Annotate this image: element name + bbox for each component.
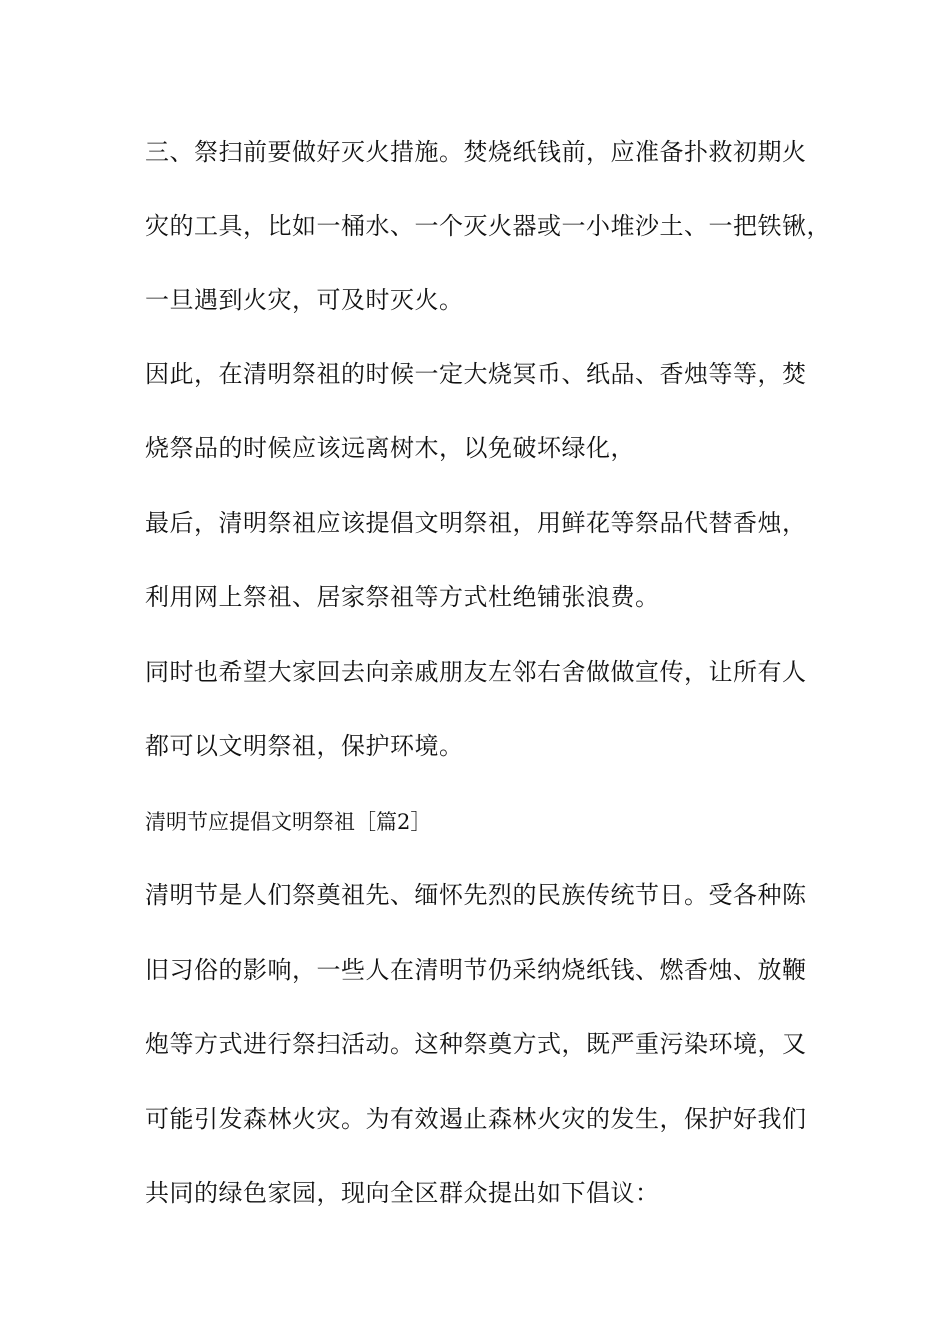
section-heading: 清明节应提倡文明祭祖［篇2］ — [145, 810, 432, 834]
paragraph-line: 最后，清明祭祖应该提倡文明祭祖，用鲜花等祭品代替香烛， — [145, 509, 807, 537]
paragraph-line: 共同的绿色家园，现向全区群众提出如下倡议： — [145, 1179, 660, 1207]
paragraph-line: 清明节是人们祭奠祖先、缅怀先烈的民族传统节日。受各种陈 — [145, 881, 807, 909]
paragraph-line: 可能引发森林火灾。为有效遏止森林火灾的发生，保护好我们 — [145, 1105, 807, 1133]
paragraph-line: 炮等方式进行祭扫活动。这种祭奠方式，既严重污染环境，又 — [145, 1030, 807, 1058]
paragraph-line: 灾的工具，比如一桶水、一个灭火器或一小堆沙土、一把铁锹， — [145, 212, 831, 240]
paragraph-line: 烧祭品的时候应该远离树木，以免破坏绿化， — [145, 434, 635, 462]
paragraph-line: 一旦遇到火灾，可及时灭火。 — [145, 286, 464, 314]
paragraph-line: 同时也希望大家回去向亲戚朋友左邻右舍做做宣传，让所有人 — [145, 658, 807, 686]
paragraph-line: 旧习俗的影响，一些人在清明节仍采纳烧纸钱、燃香烛、放鞭 — [145, 956, 807, 984]
paragraph-line: 因此，在清明祭祖的时候一定大烧冥币、纸品、香烛等等，焚 — [145, 360, 807, 388]
paragraph-line: 都可以文明祭祖，保护环境。 — [145, 732, 464, 760]
paragraph-line: 三、祭扫前要做好灭火措施。焚烧纸钱前，应准备扑救初期火 — [145, 138, 807, 166]
paragraph-line: 利用网上祭祖、居家祭祖等方式杜绝铺张浪费。 — [145, 583, 660, 611]
